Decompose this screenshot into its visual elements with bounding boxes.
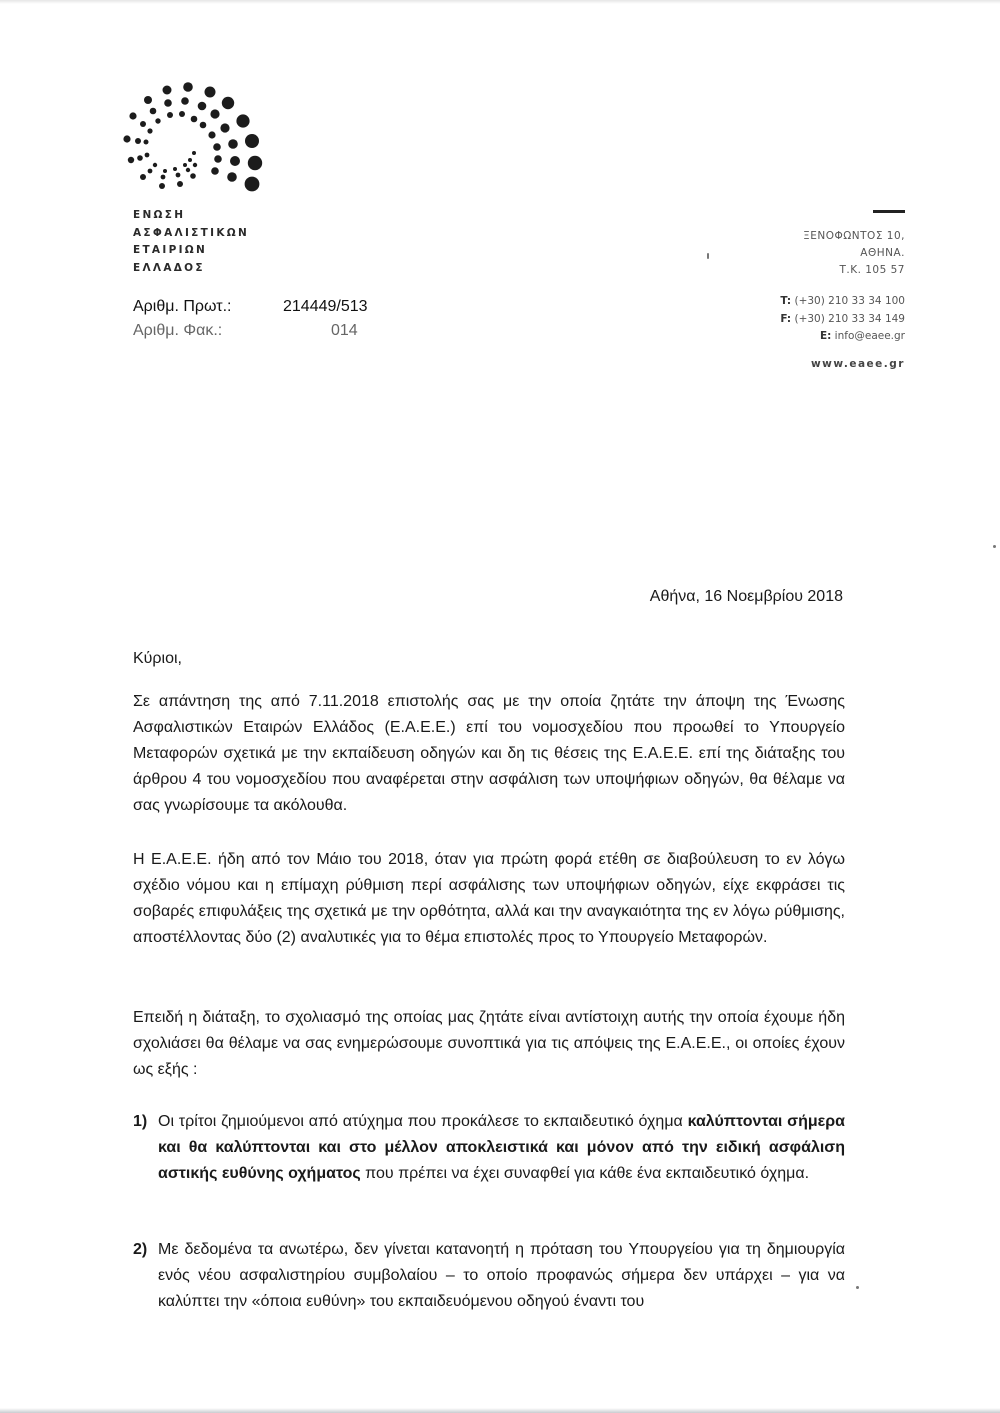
org-name-line: ΑΣΦΑΛΙΣΤΙΚΩΝ	[133, 226, 250, 239]
address-line: Τ.Κ. 105 57	[839, 264, 905, 276]
body-paragraph: Η Ε.Α.Ε.Ε. ήδη από τον Μάιο του 2018, όταν για πρώτη φορά ετέθη σε διαβούλευση το εν λόγω σχέδιο νόμου και η επίμαχη ρύθμιση περί ασφάλισης των υποψήφιων οδηγών, είχε εκφράσει τις σοβαρές επιφυλάξεις της σχετικά με την ορθότητα, αλλά και την αναγκαιότητα της εν λόγω ρύθμισης, αποστέλλοντας δύο (2) αναλυτικές για το θέμα επιστολές προς το Υπουργείο Μεταφορών.	[133, 851, 845, 946]
list-text-regular: Οι τρίτοι ζημιούμενοι από ατύχημα που προκάλεσε το εκπαιδευτικό όχημα	[158, 1113, 688, 1130]
fax-row	[780, 311, 905, 329]
divider-bar	[873, 210, 905, 213]
list-item-text	[158, 1237, 845, 1315]
dotted-spiral-logo-icon	[0, 0, 300, 200]
list-number: 1)	[133, 1113, 148, 1130]
numbered-list-item	[133, 1237, 845, 1315]
org-name-line: ΕΤΑΙΡΙΩΝ	[133, 244, 208, 256]
website-link[interactable]: www.eaee.gr	[810, 357, 905, 370]
organization-name	[133, 207, 249, 277]
email-link[interactable]: info@eaee.gr	[834, 330, 905, 342]
fax-label: F:	[780, 312, 792, 325]
list-text-regular: Με δεδομένα τα ανωτέρω, δεν γίνεται κατανοητή η πρόταση του Υπουργείου για τη δημιουργία ενός νέου ασφαλιστηρίου συμβολαίου – το οποίο προφανώς σήμερα δεν υπάρχει – για να καλύπτει την «όποια ευθύνη» του εκπαιδευόμενου οδηγού έναντι του	[158, 1241, 845, 1310]
list-number: 2)	[133, 1241, 148, 1258]
salutation: Κύριοι,	[133, 650, 182, 667]
scan-speck	[993, 545, 996, 548]
protocol-value: 214449/513	[283, 298, 368, 315]
address-line: ΑΘΗΝΑ.	[860, 247, 905, 259]
list-text-bold: καλύπτονται σήμερα και θα καλύπτονται και στο μέλλον αποκλειστικά και μόνον από την ειδική ασφάλιση αστικής ευθύνης οχήματος	[158, 1113, 845, 1182]
list-text-regular: που πρέπει να έχει συναφθεί για κάθε ένα εκπαιδευτικό όχημα.	[360, 1165, 810, 1182]
letter-date: Αθήνα, 16 Νοεμβρίου 2018	[649, 588, 843, 605]
protocol-number-row	[133, 295, 368, 319]
org-name-line: ΕΝΩΣΗ	[133, 209, 186, 221]
contact-numbers	[780, 293, 905, 346]
file-value: 014	[331, 322, 358, 339]
phone-row	[780, 293, 905, 311]
address-line: ΞΕΝΟΦΩΝΤΟΣ 10,	[803, 230, 905, 242]
email-label: E:	[819, 330, 832, 342]
numbered-list-item	[133, 1109, 845, 1187]
email-row	[780, 328, 905, 346]
phone-label: T:	[780, 295, 792, 307]
file-number-row	[133, 319, 368, 343]
file-label: Αριθμ. Φακ.:	[133, 322, 223, 339]
body-paragraph: Σε απάντηση της από 7.11.2018 επιστολής σας με την οποία ζητάτε την άποψη της Ένωσης Ασφαλιστικών Εταιρών Ελλάδος (Ε.Α.Ε.Ε.) επί του νομοσχεδίου που προωθεί το Υπουργείο Μεταφορών σχετικά με την εκπαίδευση οδηγών και δη τις θέσεις της Ε.Α.Ε.Ε. επί της διάταξης του άρθρου 4 του νομοσχεδίου που αναφέρεται στην ασφάλιση των υποψήφιων οδηγών, θα θέλαμε να σας γνωρίσουμε τα ακόλουθα.	[133, 693, 845, 814]
protocol-label: Αριθμ. Πρωτ.:	[133, 298, 232, 315]
org-name-line: ΕΛΛΑΔΟΣ	[133, 261, 205, 274]
address	[780, 228, 905, 279]
body-paragraph: Επειδή η διάταξη, το σχολιασμό της οποίας μας ζητάτε είναι αντίστοιχη αυτής την οποία έχουμε ήδη σχολιάσει θα θέλαμε να σας ενημερώσουμε συνοπτικά για τις απόψεις της Ε.Α.Ε.Ε., οι οποίες έχουν ως εξής :	[133, 1009, 845, 1078]
reference-block	[133, 295, 368, 343]
list-item-text	[158, 1109, 845, 1187]
scan-edge-bottom	[0, 1408, 1000, 1413]
fax-value: (+30) 210 33 34 149	[794, 312, 905, 325]
scan-speck	[707, 253, 709, 259]
scan-speck	[856, 1286, 859, 1289]
phone-value: (+30) 210 33 34 100	[794, 295, 905, 307]
contact-block	[780, 210, 905, 370]
